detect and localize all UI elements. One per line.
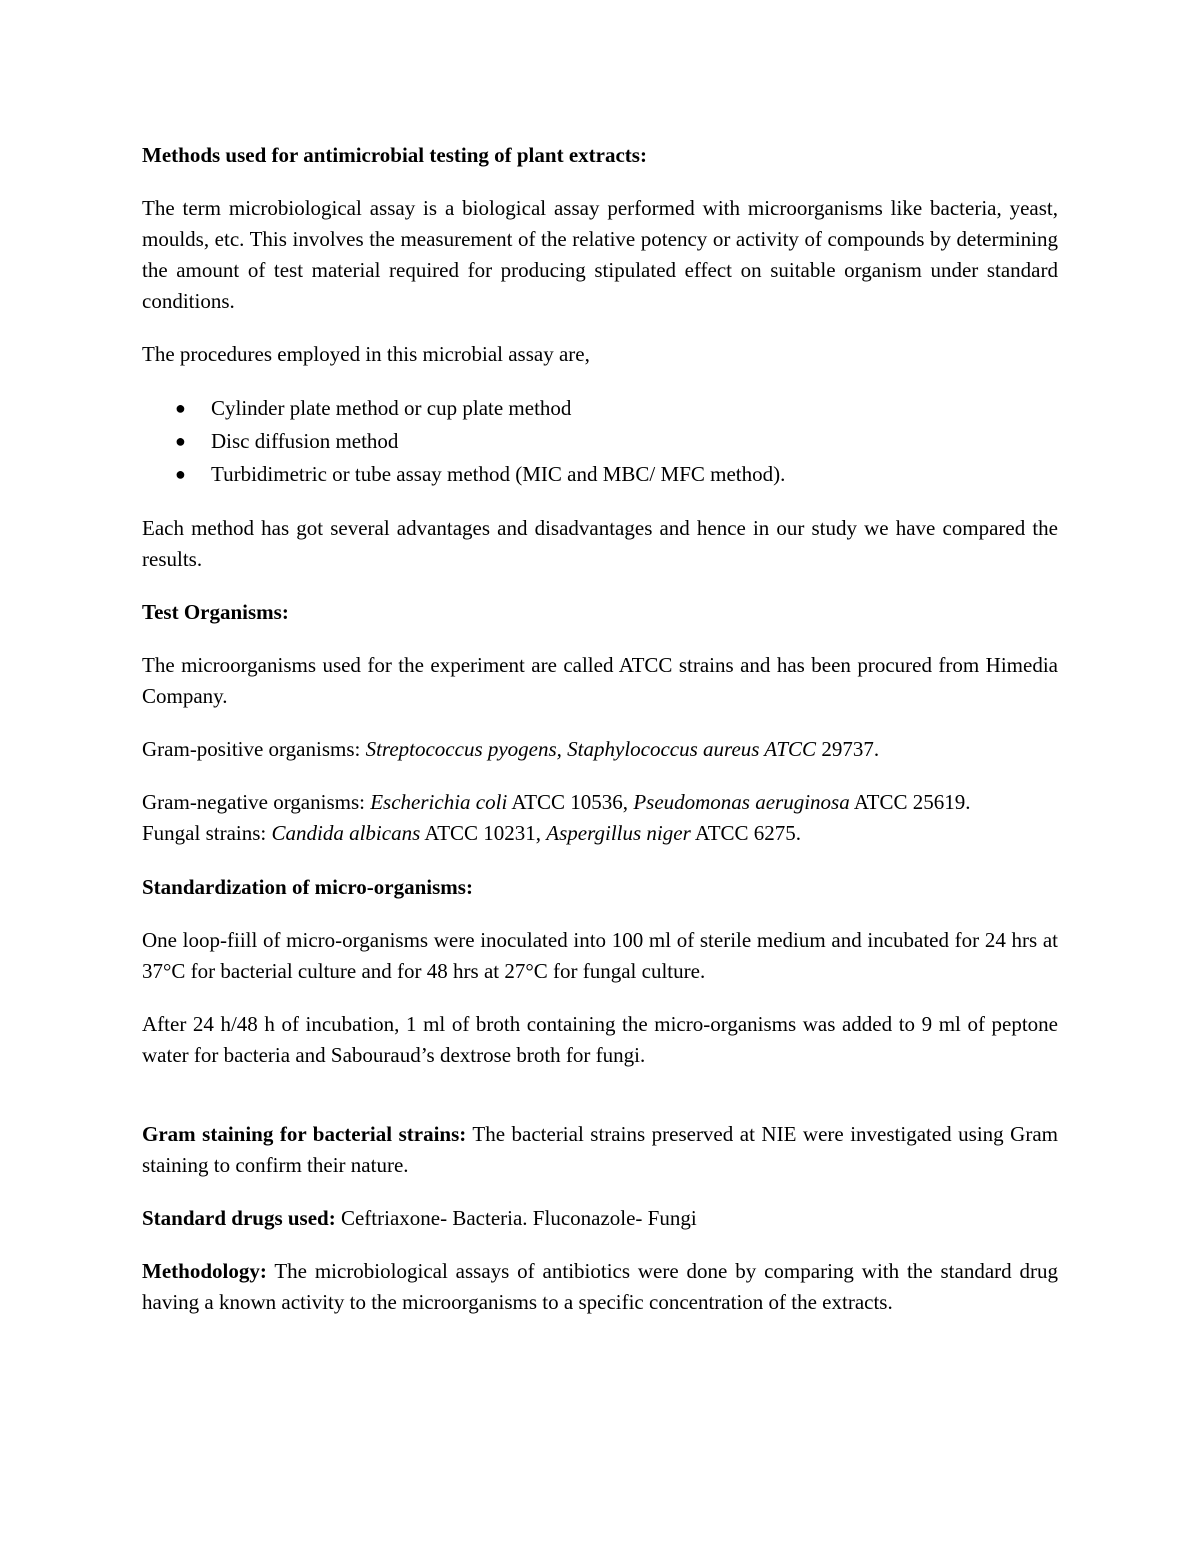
fungal-species-2: Aspergillus niger <box>546 821 691 845</box>
list-item <box>142 458 1058 491</box>
list-item <box>142 425 1058 458</box>
fungal-species-1: Candida albicans <box>271 821 421 845</box>
fungal-tail: ATCC 6275. <box>690 821 802 845</box>
list-item-text: Turbidimetric or tube assay method (MIC and MBC/ MFC method). <box>211 462 786 486</box>
gram-negative-tail: ATCC 25619. <box>849 790 971 814</box>
test-organisms-heading: Test Organisms: <box>142 600 289 624</box>
bullet-icon: ● <box>175 464 186 484</box>
gram-negative-mid: ATCC 10536, <box>507 790 634 814</box>
gram-positive-species: Streptococcus pyogens, Staphylococcus aureus ATCC <box>365 737 817 761</box>
gram-staining-label: Gram staining for bacterial strains: <box>142 1122 467 1146</box>
methods-heading: Methods used for antimicrobial testing of plant extracts: <box>142 143 647 167</box>
gram-positive-label: Gram-positive organisms: <box>142 737 366 761</box>
gram-negative-species-1: Escherichia coli <box>370 790 508 814</box>
microbiological-assay-paragraph: The term microbiological assay is a biological assay performed with microorganisms like bacteria, yeast, moulds, etc. This involves the measurement of the relative potency or activity of compounds by determining the amount of test material required for producing stipulated effect on suitable organism under standard conditions. <box>142 196 1058 313</box>
atcc-strains-paragraph: The microorganisms used for the experiment are called ATCC strains and has been procured from Himedia Company. <box>142 653 1058 708</box>
bullet-icon: ● <box>175 398 186 418</box>
gram-positive-tail: 29737. <box>816 737 880 761</box>
standard-drugs-paragraph <box>142 1203 1058 1234</box>
standard-drugs-text: Ceftriaxone- Bacteria. Fluconazole- Fungi <box>335 1206 697 1230</box>
procedures-intro: The procedures employed in this microbial assay are, <box>142 342 590 366</box>
incubation-paragraph: After 24 h/48 h of incubation, 1 ml of broth containing the micro-organisms was added to 9 ml of peptone water for bacteria and Sabouraud’s dextrose broth for fungi. <box>142 1012 1058 1067</box>
gram-staining-paragraph <box>142 1119 1058 1181</box>
gram-positive-line <box>142 734 1058 765</box>
fungal-strains-line <box>142 818 1058 849</box>
list-item <box>142 392 1058 425</box>
gram-negative-species-2: Pseudomonas aeruginosa <box>633 790 850 814</box>
bullet-icon: ● <box>175 431 186 451</box>
standardization-heading: Standardization of micro-organisms: <box>142 875 473 899</box>
inoculation-paragraph: One loop-fiill of micro-organisms were inoculated into 100 ml of sterile medium and incubated for 24 hrs at 37°C for bacterial culture and for 48 hrs at 27°C for fungal culture. <box>142 928 1058 983</box>
methods-comparison-paragraph: Each method has got several advantages and disadvantages and hence in our study we have compared the results. <box>142 516 1058 571</box>
gram-negative-line <box>142 787 1058 818</box>
procedures-list <box>142 392 1058 491</box>
list-item-text: Disc diffusion method <box>211 429 399 453</box>
standard-drugs-label: Standard drugs used: <box>142 1206 336 1230</box>
list-item-text: Cylinder plate method or cup plate method <box>211 396 572 420</box>
methodology-label: Methodology: <box>142 1259 267 1283</box>
gram-staining-text: The bacterial strains preserved at NIE were investigated using Gram staining to confirm their nature. <box>142 1122 1058 1177</box>
fungal-mid: ATCC 10231, <box>420 821 547 845</box>
document-page <box>142 140 1058 1318</box>
methodology-text: The microbiological assays of antibiotics were done by comparing with the standard drug having a known activity to the microorganisms to a specific concentration of the extracts. <box>142 1259 1058 1314</box>
gram-negative-label: Gram-negative organisms: <box>142 790 371 814</box>
methodology-paragraph <box>142 1256 1058 1318</box>
fungal-label: Fungal strains: <box>142 821 272 845</box>
